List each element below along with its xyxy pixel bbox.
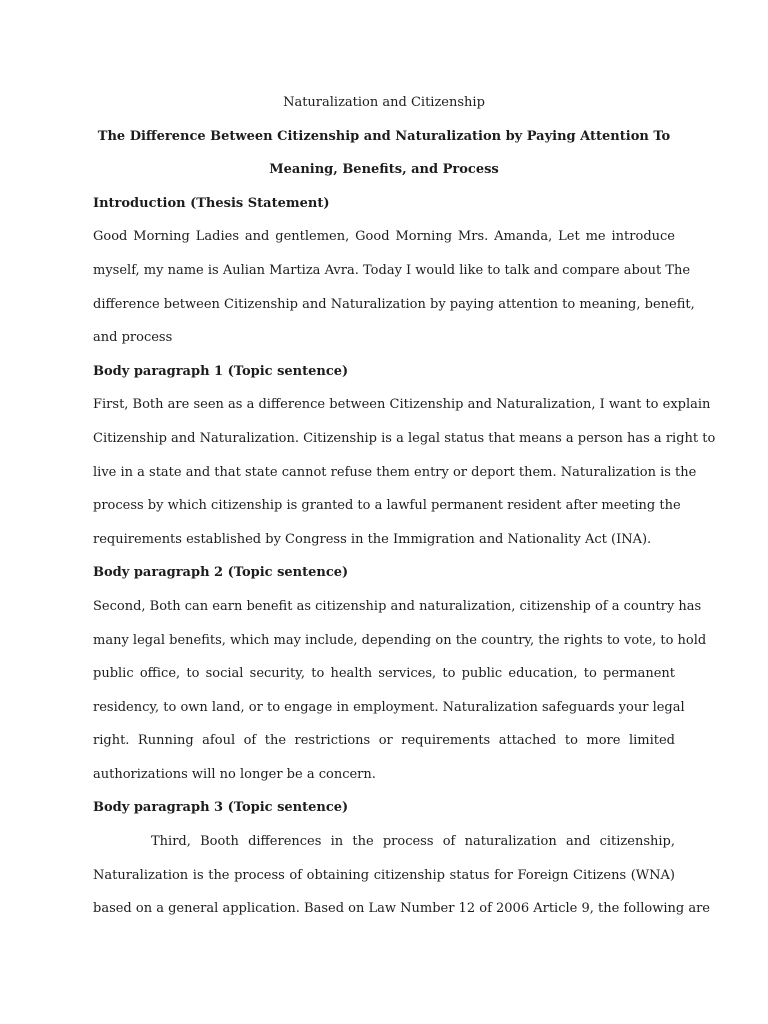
body-paragraph-2-heading: Body paragraph 2 (Topic sentence)	[93, 565, 349, 581]
body-paragraph-1	[93, 388, 716, 556]
paragraph-line: difference between Citizenship and Naturalization by paying attention to meaning, benefit,	[93, 296, 695, 312]
paragraph-line: and process	[93, 330, 173, 346]
paragraph-line: Naturalization is the process of obtaining citizenship status for Foreign Citizens (WNA)	[93, 867, 675, 883]
paragraph-line: public office, to social security, to health services, to public education, to permanent	[93, 666, 675, 682]
document-subtitle-line-1: The Difference Between Citizenship and Naturalization by Paying Attention To	[97, 128, 671, 144]
paragraph-line: authorizations will no longer be a concern.	[93, 766, 376, 782]
body-paragraph-3	[93, 825, 710, 926]
document-page	[93, 86, 716, 926]
paragraph-line: Good Morning Ladies and gentlemen, Good Morning Mrs. Amanda, Let me introduce	[93, 229, 675, 245]
body-paragraph-2	[93, 590, 707, 792]
body-paragraph-1-heading: Body paragraph 1 (Topic sentence)	[93, 363, 349, 379]
paragraph-line: Second, Both can earn benefit as citizenship and naturalization, citizenship of a country has	[93, 598, 702, 614]
paragraph-line: many legal benefits, which may include, depending on the country, the rights to vote, to hold	[93, 632, 707, 648]
body-paragraph-3-heading: Body paragraph 3 (Topic sentence)	[93, 800, 349, 816]
paragraph-line: process by which citizenship is granted to a lawful permanent resident after meeting the	[93, 498, 681, 514]
paragraph-line: live in a state and that state cannot refuse them entry or deport them. Naturalization is the	[93, 464, 697, 480]
introduction-heading: Introduction (Thesis Statement)	[93, 195, 330, 211]
paragraph-line: Citizenship and Naturalization. Citizenship is a legal status that means a person has a right to	[93, 430, 716, 446]
document-title: Naturalization and Citizenship	[283, 95, 485, 110]
document-subtitle-line-2: Meaning, Benefits, and Process	[269, 162, 499, 178]
paragraph-line: based on a general application. Based on Law Number 12 of 2006 Article 9, the following are	[93, 901, 710, 917]
paragraph-line: right. Running afoul of the restrictions or requirements attached to more limited	[93, 733, 675, 749]
paragraph-line: First, Both are seen as a difference between Citizenship and Naturalization, I want to explain	[93, 397, 711, 413]
paragraph-line: myself, my name is Aulian Martiza Avra. Today I would like to talk and compare about The	[93, 262, 691, 278]
paragraph-line: requirements established by Congress in the Immigration and Nationality Act (INA).	[93, 531, 652, 547]
introduction-paragraph	[93, 220, 695, 354]
paragraph-line: residency, to own land, or to engage in employment. Naturalization safeguards your legal	[93, 699, 685, 715]
paragraph-line: Third, Booth differences in the process of naturalization and citizenship,	[151, 834, 675, 850]
